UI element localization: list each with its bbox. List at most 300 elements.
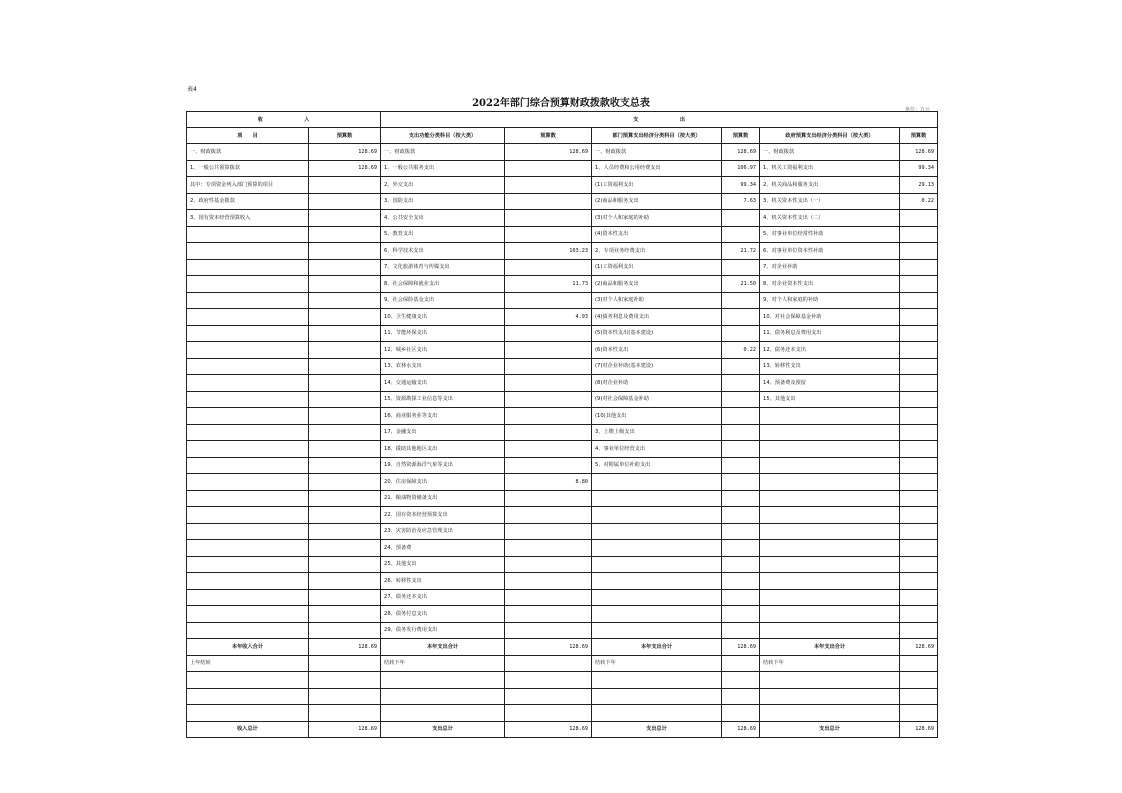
item-cell — [187, 556, 309, 573]
budget-amount-cell — [505, 606, 592, 623]
item-cell — [187, 441, 309, 458]
item-cell: (1)工资福利支出 — [592, 259, 722, 276]
item-cell: 14、交通运输支出 — [381, 375, 505, 392]
item-cell: 4、事业单位经营支出 — [592, 441, 722, 458]
empty-cell — [900, 672, 938, 689]
item-cell: 29、债务发行费用支出 — [381, 622, 505, 639]
empty-cell — [505, 688, 592, 705]
section-header-row — [187, 112, 938, 128]
budget-amount-cell — [309, 259, 381, 276]
item-cell: 上年结转 — [187, 655, 309, 672]
budget-amount-cell — [309, 309, 381, 326]
empty-row — [187, 705, 938, 722]
budget-amount-cell — [309, 375, 381, 392]
table-row — [187, 193, 938, 210]
table-row — [187, 358, 938, 375]
budget-amount-cell — [900, 573, 938, 590]
budget-amount-cell — [722, 622, 760, 639]
item-cell: 3、机关资本性支出（一） — [760, 193, 900, 210]
table-row — [187, 375, 938, 392]
table-row — [187, 408, 938, 425]
item-cell — [760, 408, 900, 425]
item-cell — [187, 276, 309, 293]
column-header: 项 目 — [187, 128, 309, 144]
budget-amount-cell: 29.13 — [900, 177, 938, 194]
budget-amount-cell — [505, 259, 592, 276]
item-cell — [187, 342, 309, 359]
budget-amount-cell — [309, 342, 381, 359]
empty-cell — [381, 672, 505, 689]
budget-amount-cell — [505, 292, 592, 309]
table-row — [187, 160, 938, 177]
empty-cell — [722, 688, 760, 705]
item-cell: 4、公共安全支出 — [381, 210, 505, 227]
item-cell: 一、财政拨款 — [187, 144, 309, 161]
table-row — [187, 441, 938, 458]
budget-amount-cell — [505, 424, 592, 441]
item-cell — [760, 507, 900, 524]
budget-amount-cell — [309, 655, 381, 672]
budget-amount-cell — [722, 589, 760, 606]
item-cell: 11、节能环保支出 — [381, 325, 505, 342]
item-cell: 20、住房保障支出 — [381, 474, 505, 491]
item-cell: 11、债务利息及费用支出 — [760, 325, 900, 342]
table-row — [187, 276, 938, 293]
table-row — [187, 243, 938, 260]
item-cell: (8)对企业补助 — [592, 375, 722, 392]
column-header: 预算数 — [505, 128, 592, 144]
budget-amount-cell — [722, 457, 760, 474]
budget-amount-cell — [505, 490, 592, 507]
item-cell — [187, 490, 309, 507]
column-header: 预算数 — [309, 128, 381, 144]
budget-amount-cell — [505, 160, 592, 177]
budget-amount-cell — [900, 622, 938, 639]
table-row — [187, 474, 938, 491]
budget-amount-cell — [722, 573, 760, 590]
item-cell — [187, 507, 309, 524]
item-cell: 2、政府性基金拨款 — [187, 193, 309, 210]
item-cell: 24、预备费 — [381, 540, 505, 557]
item-cell: (9)对社会保障基金补助 — [592, 391, 722, 408]
item-cell — [187, 606, 309, 623]
empty-cell — [592, 672, 722, 689]
budget-amount-cell: 99.34 — [722, 177, 760, 194]
column-header: 部门预算支出经济分类科目（按大类） — [592, 128, 722, 144]
table-number: 表4 — [187, 86, 197, 93]
budget-amount-cell — [900, 408, 938, 425]
table-row — [187, 507, 938, 524]
budget-amount-cell: 8.80 — [505, 474, 592, 491]
item-cell — [592, 622, 722, 639]
budget-amount-cell — [309, 226, 381, 243]
empty-cell — [760, 672, 900, 689]
table-row — [187, 523, 938, 540]
budget-amount-cell: 0.22 — [722, 342, 760, 359]
budget-amount-cell — [505, 457, 592, 474]
table-row — [187, 342, 938, 359]
budget-amount-cell — [900, 292, 938, 309]
item-cell — [592, 540, 722, 557]
item-cell — [592, 490, 722, 507]
empty-cell — [309, 705, 381, 722]
budget-amount-cell — [505, 177, 592, 194]
budget-amount-cell — [722, 474, 760, 491]
budget-amount-cell — [505, 441, 592, 458]
item-cell: 结转下年 — [592, 655, 722, 672]
budget-amount-cell: 99.34 — [900, 160, 938, 177]
item-cell — [592, 589, 722, 606]
empty-cell — [381, 705, 505, 722]
budget-amount-cell: 128.69 — [505, 721, 592, 738]
item-cell: 19、自然资源海洋气象等支出 — [381, 457, 505, 474]
table-row — [187, 325, 938, 342]
budget-amount-cell: 128.69 — [722, 639, 760, 656]
table-row — [187, 490, 938, 507]
empty-cell — [722, 672, 760, 689]
budget-amount-cell — [309, 490, 381, 507]
empty-cell — [381, 688, 505, 705]
budget-amount-cell — [722, 408, 760, 425]
budget-amount-cell — [722, 325, 760, 342]
budget-amount-cell — [722, 391, 760, 408]
budget-amount-cell — [505, 507, 592, 524]
item-cell — [760, 556, 900, 573]
item-cell: 2、专项业务经费支出 — [592, 243, 722, 260]
table-row — [187, 309, 938, 326]
budget-amount-cell — [309, 391, 381, 408]
item-cell — [592, 474, 722, 491]
item-cell — [760, 622, 900, 639]
budget-amount-cell — [900, 391, 938, 408]
budget-amount-cell — [900, 523, 938, 540]
item-cell: 7、对企业补助 — [760, 259, 900, 276]
table-row — [187, 292, 938, 309]
empty-row — [187, 672, 938, 689]
budget-amount-cell — [900, 606, 938, 623]
budget-amount-cell — [722, 226, 760, 243]
empty-cell — [309, 672, 381, 689]
item-cell — [760, 589, 900, 606]
empty-cell — [592, 688, 722, 705]
item-cell: 本年收入合计 — [187, 639, 309, 656]
budget-amount-cell — [900, 441, 938, 458]
budget-amount-cell — [722, 309, 760, 326]
item-cell: 4、机关资本性支出（二） — [760, 210, 900, 227]
item-cell — [187, 358, 309, 375]
item-cell: 3、上缴上级支出 — [592, 424, 722, 441]
item-cell: 支出总计 — [592, 721, 722, 738]
budget-amount-cell — [900, 226, 938, 243]
item-cell — [760, 523, 900, 540]
budget-amount-cell: 128.69 — [309, 639, 381, 656]
item-cell — [187, 226, 309, 243]
item-cell: 9、社会保险基金支出 — [381, 292, 505, 309]
empty-row — [187, 688, 938, 705]
budget-amount-cell — [505, 193, 592, 210]
item-cell: 15、资源勘探工业信息等支出 — [381, 391, 505, 408]
budget-amount-cell — [309, 177, 381, 194]
item-cell — [187, 540, 309, 557]
item-cell: (3)对个人和家庭的补助 — [592, 210, 722, 227]
table-row — [187, 556, 938, 573]
table-row — [187, 210, 938, 227]
budget-amount-cell — [722, 507, 760, 524]
table-row — [187, 391, 938, 408]
table-row — [187, 622, 938, 639]
item-cell: (2)商品和服务支出 — [592, 276, 722, 293]
budget-amount-cell — [505, 540, 592, 557]
column-header: 预算数 — [722, 128, 760, 144]
empty-cell — [505, 705, 592, 722]
budget-amount-cell: 103.23 — [505, 243, 592, 260]
budget-amount-cell — [505, 408, 592, 425]
item-cell: 15、其他支出 — [760, 391, 900, 408]
budget-amount-cell — [722, 606, 760, 623]
item-cell: 8、社会保障和就业支出 — [381, 276, 505, 293]
budget-amount-cell — [309, 606, 381, 623]
item-cell: 13、农林水支出 — [381, 358, 505, 375]
document-title: 2022年部门综合预算财政拨款收支总表 — [472, 98, 650, 109]
item-cell: (6)资本性支出 — [592, 342, 722, 359]
budget-amount-cell — [722, 490, 760, 507]
item-cell — [760, 573, 900, 590]
item-cell — [760, 457, 900, 474]
table-row — [187, 573, 938, 590]
empty-cell — [309, 688, 381, 705]
budget-amount-cell — [722, 424, 760, 441]
budget-amount-cell: 106.97 — [722, 160, 760, 177]
budget-amount-cell: 128.69 — [722, 721, 760, 738]
budget-amount-cell — [505, 556, 592, 573]
table-row — [187, 606, 938, 623]
item-cell: 5、教育支出 — [381, 226, 505, 243]
budget-amount-cell — [722, 441, 760, 458]
budget-amount-cell — [309, 243, 381, 260]
item-cell — [187, 325, 309, 342]
item-cell: 本年支出合计 — [381, 639, 505, 656]
item-cell — [187, 391, 309, 408]
item-cell: 21、粮油物资储备支出 — [381, 490, 505, 507]
item-cell: (3)对个人和家庭补助 — [592, 292, 722, 309]
budget-amount-cell — [722, 540, 760, 557]
budget-amount-cell: 0.22 — [900, 193, 938, 210]
item-cell — [760, 540, 900, 557]
budget-amount-cell — [309, 292, 381, 309]
item-cell: 1、人员经费和公用经费支出 — [592, 160, 722, 177]
grand-total-row — [187, 721, 938, 738]
budget-amount-cell — [900, 325, 938, 342]
budget-amount-cell: 21.50 — [722, 276, 760, 293]
table-row — [187, 589, 938, 606]
budget-amount-cell — [722, 292, 760, 309]
budget-amount-cell: 128.69 — [505, 144, 592, 161]
item-cell — [187, 457, 309, 474]
item-cell: 14、预备费及预留 — [760, 375, 900, 392]
item-cell — [592, 507, 722, 524]
budget-amount-cell — [309, 523, 381, 540]
budget-amount-cell — [900, 507, 938, 524]
table-row — [187, 226, 938, 243]
item-cell — [187, 622, 309, 639]
budget-amount-cell — [900, 309, 938, 326]
item-cell: 26、转移性支出 — [381, 573, 505, 590]
budget-amount-cell: 128.69 — [900, 144, 938, 161]
item-cell: 1、机关工资福利支出 — [760, 160, 900, 177]
item-cell: (1)工资福利支出 — [592, 177, 722, 194]
item-cell — [592, 606, 722, 623]
budget-amount-cell: 21.72 — [722, 243, 760, 260]
item-cell — [187, 243, 309, 260]
budget-amount-cell: 7.63 — [722, 193, 760, 210]
item-cell: (4)债务利息及费用支出 — [592, 309, 722, 326]
budget-amount-cell — [309, 540, 381, 557]
budget-amount-cell — [722, 358, 760, 375]
item-cell: (4)资本性支出 — [592, 226, 722, 243]
empty-cell — [592, 705, 722, 722]
empty-cell — [187, 688, 309, 705]
budget-amount-cell — [900, 276, 938, 293]
item-cell: (2)商品和服务支出 — [592, 193, 722, 210]
table-row — [187, 177, 938, 194]
item-cell: 12、债务还本支出 — [760, 342, 900, 359]
budget-amount-cell — [900, 358, 938, 375]
item-cell: 一、财政拨款 — [381, 144, 505, 161]
budget-amount-cell — [505, 342, 592, 359]
budget-amount-cell — [900, 556, 938, 573]
budget-amount-cell: 11.73 — [505, 276, 592, 293]
budget-amount-cell — [309, 474, 381, 491]
item-cell: 支出总计 — [760, 721, 900, 738]
table-row — [187, 457, 938, 474]
item-cell: 1、一般公共预算拨款 — [187, 160, 309, 177]
budget-amount-cell — [309, 457, 381, 474]
item-cell — [187, 573, 309, 590]
empty-cell — [900, 688, 938, 705]
item-cell: 6、科学技术支出 — [381, 243, 505, 260]
empty-cell — [187, 672, 309, 689]
budget-amount-cell: 128.69 — [900, 639, 938, 656]
item-cell: 9、对个人和家庭的补助 — [760, 292, 900, 309]
unit-label: 单位：万元 — [905, 107, 931, 113]
budget-amount-cell: 4.93 — [505, 309, 592, 326]
column-header-row — [187, 128, 938, 144]
budget-amount-cell — [505, 358, 592, 375]
budget-amount-cell — [900, 259, 938, 276]
budget-amount-cell — [505, 589, 592, 606]
budget-amount-cell: 128.69 — [900, 721, 938, 738]
item-cell: 结转下年 — [760, 655, 900, 672]
budget-amount-cell — [505, 523, 592, 540]
item-cell: 13、转移性支出 — [760, 358, 900, 375]
budget-amount-cell — [900, 540, 938, 557]
budget-amount-cell — [309, 589, 381, 606]
budget-amount-cell: 128.69 — [505, 639, 592, 656]
item-cell: 10、卫生健康支出 — [381, 309, 505, 326]
budget-amount-cell — [900, 457, 938, 474]
item-cell: 17、金融支出 — [381, 424, 505, 441]
item-cell — [760, 474, 900, 491]
item-cell — [760, 490, 900, 507]
item-cell: 一、财政拨款 — [592, 144, 722, 161]
item-cell — [187, 589, 309, 606]
budget-amount-cell — [505, 573, 592, 590]
budget-amount-cell — [505, 226, 592, 243]
budget-amount-cell — [900, 424, 938, 441]
budget-amount-cell — [900, 375, 938, 392]
item-cell: 22、国有资本经营预算支出 — [381, 507, 505, 524]
budget-amount-cell — [309, 408, 381, 425]
item-cell — [187, 424, 309, 441]
budget-amount-cell — [722, 210, 760, 227]
budget-amount-cell — [309, 210, 381, 227]
item-cell — [187, 523, 309, 540]
item-cell: (10)其他支出 — [592, 408, 722, 425]
item-cell: 10、对社会保障基金补助 — [760, 309, 900, 326]
budget-amount-cell — [722, 556, 760, 573]
item-cell — [760, 606, 900, 623]
carry-over-row — [187, 655, 938, 672]
item-cell: 3、国有资本经营预算收入 — [187, 210, 309, 227]
budget-amount-cell — [900, 589, 938, 606]
empty-cell — [900, 705, 938, 722]
budget-amount-cell — [900, 342, 938, 359]
budget-amount-cell — [309, 573, 381, 590]
budget-amount-cell — [900, 210, 938, 227]
table-row — [187, 144, 938, 161]
item-cell — [760, 441, 900, 458]
budget-amount-cell — [505, 375, 592, 392]
item-cell: 5、对事业单位经常性补助 — [760, 226, 900, 243]
item-cell — [592, 556, 722, 573]
item-cell: 其中：专项资金列入部门预算的项目 — [187, 177, 309, 194]
budget-amount-cell: 128.69 — [309, 144, 381, 161]
empty-cell — [760, 688, 900, 705]
budget-amount-cell — [505, 391, 592, 408]
budget-amount-cell — [505, 655, 592, 672]
budget-amount-cell — [505, 210, 592, 227]
item-cell: 25、其他支出 — [381, 556, 505, 573]
budget-amount-cell — [309, 507, 381, 524]
column-header: 预算数 — [900, 128, 938, 144]
item-cell: 23、灾害防治及应急管理支出 — [381, 523, 505, 540]
empty-cell — [505, 672, 592, 689]
budget-amount-cell — [505, 325, 592, 342]
table-row — [187, 540, 938, 557]
item-cell — [187, 292, 309, 309]
budget-amount-cell — [722, 523, 760, 540]
item-cell: 6、对事业单位资本性补助 — [760, 243, 900, 260]
item-cell: 收入总计 — [187, 721, 309, 738]
item-cell: 28、债务付息支出 — [381, 606, 505, 623]
item-cell — [187, 408, 309, 425]
expense-section-header: 支 出 — [381, 112, 938, 128]
budget-amount-cell: 128.69 — [722, 144, 760, 161]
item-cell — [592, 523, 722, 540]
item-cell: 3、国防支出 — [381, 193, 505, 210]
item-cell: 7、文化旅游体育与传媒支出 — [381, 259, 505, 276]
item-cell: 一、财政拨款 — [760, 144, 900, 161]
empty-cell — [760, 705, 900, 722]
item-cell — [187, 309, 309, 326]
year-total-row — [187, 639, 938, 656]
budget-amount-cell — [505, 622, 592, 639]
budget-amount-cell — [309, 276, 381, 293]
empty-cell — [187, 705, 309, 722]
item-cell: 12、城乡社区支出 — [381, 342, 505, 359]
budget-amount-cell — [722, 655, 760, 672]
item-cell: 2、外交支出 — [381, 177, 505, 194]
